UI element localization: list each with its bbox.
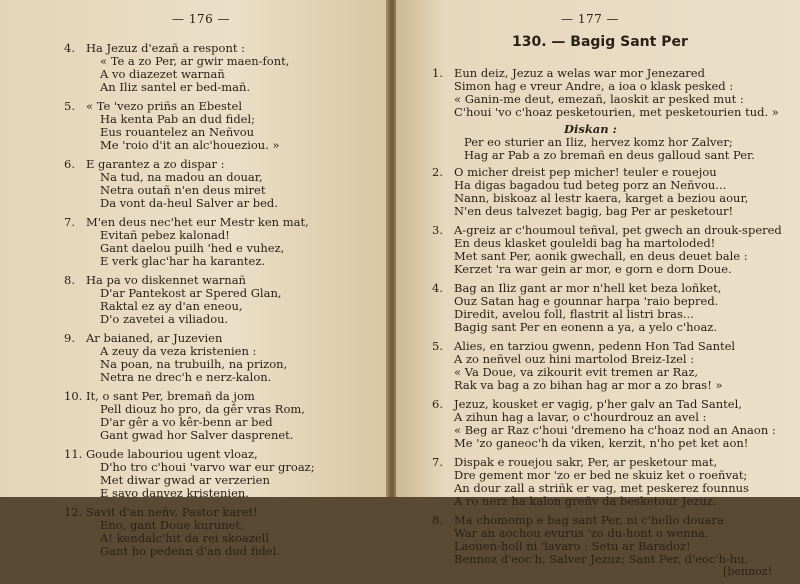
verse-line: A vo diazezet warnañ	[100, 67, 225, 81]
refrain-line: Hag ar Pab a zo bremañ en deus galloud sant Per.	[464, 148, 755, 162]
verse	[0, 390, 388, 442]
verse	[0, 42, 388, 94]
verse	[0, 216, 388, 268]
verse-line: Ha pa vo diskennet warnañ	[86, 273, 246, 287]
verse-line: Bagig sant Per en eonenn a ya, a yelo c'hoaz.	[454, 320, 718, 334]
verse-line: Goude labouriou ugent vloaz,	[86, 447, 258, 461]
verse-number: 2.	[432, 165, 443, 179]
verse-line: Gant gwad hor Salver dasprenet.	[100, 428, 294, 442]
refrain	[396, 123, 800, 162]
verse-line: A ro nerz ha kalon greñv da besketour Jezuz.	[454, 494, 717, 508]
verse-line: Evitañ pebez kalonad!	[100, 228, 230, 242]
verse	[396, 340, 800, 392]
verse	[0, 506, 388, 558]
verse-line: Na tud, na madou an douar,	[100, 170, 263, 184]
verse-line: Gant daelou puilh 'hed e vuhez,	[100, 241, 285, 255]
verse	[0, 100, 388, 152]
verse-line: Me 'roio d'it an alc'houeziou. »	[100, 138, 280, 152]
verse-line: Met sant Per, aonik gwechall, en deus deuet bale :	[454, 249, 748, 263]
verse	[396, 67, 800, 119]
verse-line: Eun deiz, Jezuz a welas war mor Jenezared	[454, 66, 705, 80]
verse-line: It, o sant Per, bremañ da jom	[86, 389, 255, 403]
verse	[0, 448, 388, 500]
verse-number: 7.	[432, 455, 443, 469]
verse-number: 1.	[432, 66, 443, 80]
verse-number: 8.	[64, 273, 75, 287]
verse-number: 11.	[64, 447, 83, 461]
continuation-word: [bennoz!	[723, 565, 772, 578]
verse-number: 4.	[64, 41, 75, 55]
verse-number: 6.	[64, 157, 75, 171]
verse-line: M'en deus nec'het eur Mestr ken mat,	[86, 215, 309, 229]
verse-line: Savit d'an neñv, Pastor karet!	[86, 505, 258, 519]
verse-number: 4.	[432, 281, 443, 295]
verse-line: Ma chomomp e bag sant Per, ni c'hello douara	[454, 513, 724, 527]
verse-line: Jezuz, kousket er vagig, p'her galv an Tad Santel,	[454, 397, 742, 411]
verse-number: 10.	[64, 389, 83, 403]
verse-line: A-greiz ar c'houmoul teñval, pet gwech an drouk-spered	[454, 223, 782, 237]
verse-line: Ha Jezuz d'ezañ a respont :	[86, 41, 246, 55]
verse-line: Pell diouz ho pro, da gêr vras Rom,	[100, 402, 305, 416]
verse-line: Laouen-holl ni 'lavaro : Setu ar Baradoz!	[454, 539, 691, 553]
verse-line: Kerzet 'ra war gein ar mor, e gorn e dorn Doue.	[454, 262, 732, 276]
page-number-right: — 177 —	[561, 12, 620, 26]
verse-line: Dre gement mor 'zo er bed ne skuiz ket o roeñvat;	[454, 468, 748, 482]
verse-line: « Va Doue, va zikourit evit tremen ar Raz,	[454, 365, 699, 379]
verse	[396, 398, 800, 450]
verse	[396, 166, 800, 218]
verse-line: Alies, en tarziou gwenn, pedenn Hon Tad Santel	[454, 339, 736, 353]
refrain-line: Per eo sturier an Iliz, hervez komz hor Zalver;	[464, 135, 733, 149]
verse-line: A! kendalc'hit da rei skoazell	[100, 531, 270, 545]
verse-line: An Iliz santel er bed-mañ.	[100, 80, 251, 94]
verse-line: Met diwar gwad ar verzerien	[100, 473, 270, 487]
verse-line: « Te 'vezo priñs an Ebestel	[86, 99, 243, 113]
verse-number: 6.	[432, 397, 443, 411]
verse-number: 5.	[64, 99, 75, 113]
verse-line: Netra ne drec'h e nerz-kalon.	[100, 370, 272, 384]
verse-line: D'ar gêr a vo kêr-benn ar bed	[100, 415, 273, 429]
verse-line: Na poan, na trubuilh, na prizon,	[100, 357, 288, 371]
verse-line: A zeuy da veza kristenien :	[100, 344, 257, 358]
verse-line: Ha kenta Pab an dud fidel;	[100, 112, 256, 126]
verse-line: E garantez a zo dispar :	[86, 157, 225, 171]
verse-line: D'ar Pantekost ar Spered Glan,	[100, 286, 282, 300]
left-verses	[0, 42, 388, 564]
verse	[396, 224, 800, 276]
verse-line: Da vont da-heul Salver ar bed.	[100, 196, 278, 210]
right-page	[396, 0, 800, 578]
page-number-left: — 176 —	[172, 12, 231, 26]
verse-number: 5.	[432, 339, 443, 353]
verse	[0, 158, 388, 210]
verse-line: Ar baianed, ar Juzevien	[86, 331, 223, 345]
verse-line: Nann, biskoaz al lestr kaera, karget a beziou aour,	[454, 191, 749, 205]
verse-line: « Te a zo Per, ar gwir maen-font,	[100, 54, 290, 68]
right-verses	[396, 67, 800, 584]
verse-line: Bennoz d'eoc'h, Salver Jezuz; Sant Per, d'eoc'h-hu,	[454, 552, 749, 566]
verse-number: 12.	[64, 505, 83, 519]
verse-line: C'houi 'vo c'hoaz pesketourien, met pesketourien tud. »	[454, 105, 779, 119]
verse-number: 3.	[432, 223, 443, 237]
verse-number: 8.	[432, 513, 443, 527]
verse-line: D'o zavetei a viliadou.	[100, 312, 229, 326]
verse-number: 9.	[64, 331, 75, 345]
verse-line: E savo danvez kristenien.	[100, 486, 249, 500]
verse-line: N'en deus talvezet bagig, bag Per ar pesketour!	[454, 204, 734, 218]
verse-line: Me 'zo ganeoc'h da viken, kerzit, n'ho pet ket aon!	[454, 436, 749, 450]
verse-line: A zihun hag a lavar, o c'hourdrouz an avel :	[454, 410, 707, 424]
verse-line: A zo neñvel ouz hini martolod Breiz-Izel :	[454, 352, 695, 366]
verse-line: Raktal ez ay d'an eneou,	[100, 299, 243, 313]
verse-line: Netra outañ n'en deus miret	[100, 183, 266, 197]
verse	[0, 332, 388, 384]
hymn-title: 130. — Bagig Sant Per	[512, 34, 688, 50]
verse-line: E verk glac'har ha karantez.	[100, 254, 266, 268]
refrain-label: Diskan :	[564, 122, 617, 136]
verse	[396, 456, 800, 508]
verse-line: Eus rouantelez an Neñvou	[100, 125, 255, 139]
verse	[396, 514, 800, 578]
verse-line: Gant ho pedenn d'an dud fidel.	[100, 544, 280, 558]
verse-line: Diredit, avelou foll, flastrit al listri bras...	[454, 307, 694, 321]
verse	[0, 274, 388, 326]
verse-line: « Beg ar Raz c'houi 'dremeno ha c'hoaz nod an Anaon :	[454, 423, 776, 437]
verse-line: D'ho tro c'houi 'varvo war eur groaz;	[100, 460, 315, 474]
verse-line: An dour zall a striñk er vag, met peskerez founnus	[454, 481, 749, 495]
verse-line: Rak va bag a zo bihan hag ar mor a zo bras! »	[454, 378, 723, 392]
verse-line: War an aochou evurus 'zo du-hont o wenna.	[454, 526, 709, 540]
verse-line: « Ganin-me deut, emezañ, laoskit ar pesked mut :	[454, 92, 744, 106]
verse-line: Ha digas bagadou tud beteg porz an Neñvou...	[454, 178, 727, 192]
verse-line: Bag an Iliz gant ar mor n'hell ket beza loñket,	[454, 281, 722, 295]
verse-line: Dispak e rouejou sakr, Per, ar pesketour mat,	[454, 455, 718, 469]
verse-line: En deus klasket gouleldi bag ha martoloded!	[454, 236, 716, 250]
left-page	[0, 0, 388, 558]
verse	[396, 282, 800, 334]
verse-line: O micher dreist pep micher! teuler e rouejou	[454, 165, 717, 179]
verse-line: Eno, gant Doue kurunet,	[100, 518, 244, 532]
verse-line: Ouz Satan hag e gounnar harpa 'raio bepred.	[454, 294, 719, 308]
verse-number: 7.	[64, 215, 75, 229]
verse-line: Simon hag e vreur Andre, a ioa o klask pesked :	[454, 79, 734, 93]
